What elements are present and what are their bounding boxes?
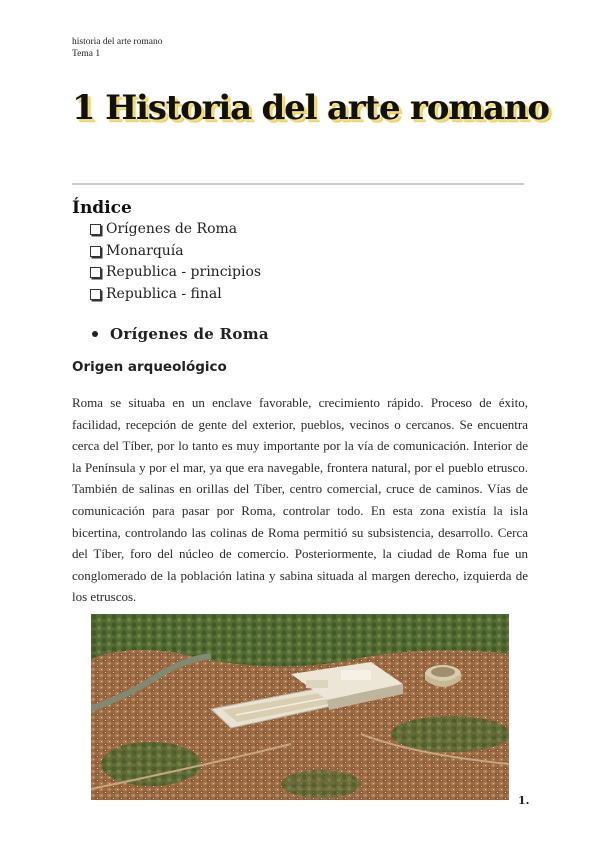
index-item-label: Monarquía: [106, 242, 184, 259]
running-header-course: historia del arte romano: [72, 37, 163, 47]
bullet-icon: [92, 331, 98, 337]
index-item-label: Republica - principios: [106, 264, 262, 280]
index-item-label: Orígenes de Roma: [106, 221, 238, 237]
page-number: 1.: [518, 794, 530, 807]
index-item[interactable]: [90, 262, 261, 284]
checkbox-icon: [90, 246, 101, 257]
checkbox-icon: [90, 289, 101, 300]
horizontal-divider: [72, 183, 524, 185]
index-item[interactable]: [90, 219, 261, 241]
city-model-illustration: [91, 614, 509, 800]
checkbox-icon: [90, 224, 101, 235]
index-item[interactable]: [90, 241, 261, 263]
body-paragraph: Roma se situaba en un enclave favorable, crecimiento rápido. Proceso de éxito, facilidad, recepción de gente del exterior, pueblos, vecinos o cercanos. Se encuentra cerca del Tíber, por lo tanto es muy importante por la vía de comunicación. Interior de la Península y por el mar, ya que era navegable, frontera natural, por el pueblo etrusco. También de salinas en orillas del Tíber, centro comercial, cruce de caminos. Vías de comunicación para pasar por Roma, controlar todo. En esta zona existía la isla bicertina, controlando las colinas de Roma permitió su subsistencia, desarrollo. Cerca del Tíber, foro del núcleo de comercio. Posteriormente, la ciudad de Roma fue un conglomerado de la población latina y sabina situada al margen derecho, izquierda de los etruscos.: [72, 395, 528, 605]
checkbox-icon: [90, 267, 101, 278]
index-list: [90, 219, 261, 305]
ancient-rome-aerial-photo: [91, 614, 509, 800]
subheading: Origen arqueológico: [72, 359, 227, 375]
index-item-label: Republica - final: [106, 285, 222, 302]
section-heading: [92, 325, 269, 343]
page-title: 1 Historia del arte romano: [72, 88, 549, 128]
index-item[interactable]: [90, 284, 261, 306]
index-heading: Índice: [72, 198, 132, 218]
running-header-unit: Tema 1: [72, 49, 101, 59]
section-heading-label: Orígenes de Roma: [110, 325, 269, 343]
